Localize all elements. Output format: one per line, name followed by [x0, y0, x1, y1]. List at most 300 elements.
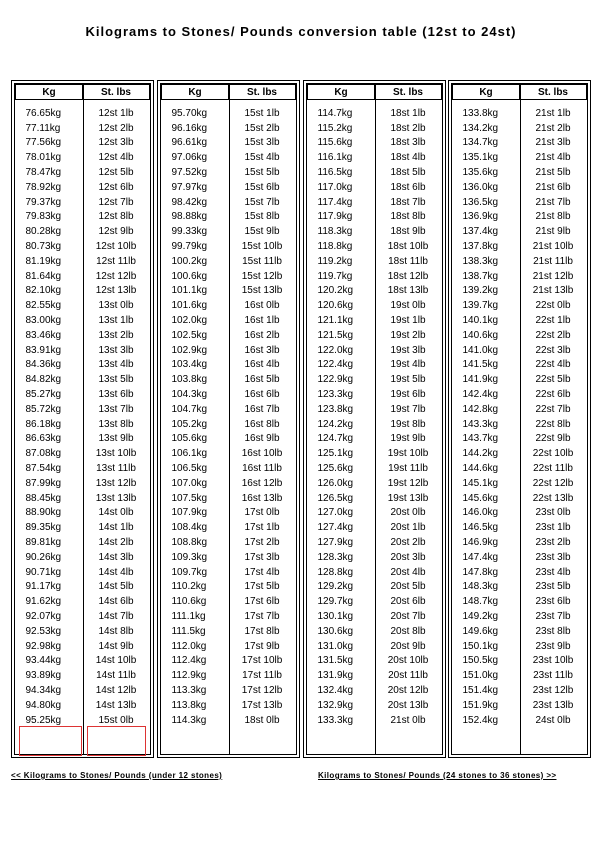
- kg-value: 150.5kg: [462, 655, 499, 667]
- st-lbs-value: 24st 0lb: [535, 714, 571, 726]
- st-lbs-value: 13st 0lb: [98, 300, 134, 312]
- kg-value: 90.71kg: [25, 566, 62, 578]
- kg-value: 114.3kg: [171, 714, 207, 726]
- kg-value: 134.2kg: [462, 122, 499, 134]
- st-lbs-value: 14st 0lb: [98, 507, 134, 519]
- st-lbs-value: 20st 0lb: [390, 507, 426, 519]
- highlight-box-kg: [19, 726, 82, 756]
- st-lbs-value: 17st 12lb: [241, 684, 283, 696]
- st-lbs-value: 14st 1lb: [98, 522, 134, 534]
- st-lbs-value: 18st 3lb: [390, 137, 426, 149]
- st-lbs-value: 14st 8lb: [98, 625, 134, 637]
- st-lbs-value: 12st 8lb: [98, 211, 134, 223]
- st-lbs-value: 16st 11lb: [242, 463, 282, 475]
- kg-value: 120.2kg: [317, 285, 354, 297]
- st-lbs-value: 23st 4lb: [535, 566, 571, 578]
- st-lbs-value: 16st 2lb: [244, 329, 280, 341]
- kg-value: 135.1kg: [462, 152, 499, 164]
- st-lbs-value: 12st 10lb: [95, 241, 137, 253]
- st-lbs-value: 13st 12lb: [95, 477, 137, 489]
- kg-value: 107.0kg: [171, 477, 208, 489]
- kg-value: 124.7kg: [317, 433, 354, 445]
- st-lbs-value: 14st 11lb: [96, 670, 136, 682]
- kg-value: 81.19kg: [25, 255, 62, 267]
- kg-value: 92.98kg: [25, 640, 62, 652]
- kg-value: 89.81kg: [25, 537, 62, 548]
- kg-value: 123.3kg: [317, 389, 354, 401]
- kg-value: 103.4kg: [171, 359, 208, 371]
- kg-value: 92.53kg: [25, 625, 62, 637]
- st-lbs-value: 13st 4lb: [98, 359, 134, 371]
- st-lbs-value: 19st 8lb: [390, 418, 426, 430]
- st-lbs-value: 22st 8lb: [535, 418, 571, 430]
- st-lbs-value: 21st 0lb: [390, 714, 426, 726]
- st-lbs-value: 17st 7lb: [244, 610, 280, 622]
- kg-value: 84.36kg: [25, 359, 62, 371]
- st-lbs-value: 19st 3lb: [390, 344, 426, 356]
- st-lbs-value: 19st 5lb: [390, 374, 426, 386]
- kg-value: 97.52kg: [171, 167, 208, 179]
- st-lbs-value: 16st 9lb: [244, 433, 280, 445]
- kg-value: 81.64kg: [25, 270, 62, 282]
- kg-value: 84.82kg: [25, 374, 62, 386]
- st-lbs-value: 21st 5lb: [535, 167, 571, 179]
- st-lbs-value: 14st 5lb: [98, 581, 134, 593]
- kg-value: 87.99kg: [25, 477, 62, 489]
- st-lbs-value: 12st 1lb: [98, 107, 134, 119]
- st-lbs-value: 13st 6lb: [98, 389, 134, 401]
- kg-value: 148.3kg: [462, 581, 499, 593]
- kg-value: 93.89kg: [25, 670, 62, 682]
- column-divider: [375, 84, 376, 754]
- st-lbs-value: 23st 13lb: [532, 699, 574, 711]
- kg-value: 133.3kg: [317, 714, 354, 726]
- st-lbs-value: 18st 6lb: [390, 181, 426, 193]
- st-lbs-value: 19st 1lb: [390, 315, 426, 327]
- kg-value: 144.6kg: [462, 463, 499, 475]
- st-lbs-value: 17st 5lb: [244, 581, 280, 593]
- conversion-table-panel: [11, 80, 154, 758]
- page-title: Kilograms to Stones/ Pounds conversion table (12st to 24st): [85, 24, 517, 39]
- st-lbs-value: 16st 5lb: [244, 374, 280, 386]
- kg-value: 113.3kg: [171, 684, 207, 696]
- st-lbs-value: 16st 12lb: [241, 477, 283, 489]
- st-lbs-value: 18st 10lb: [387, 241, 429, 253]
- kg-value: 149.6kg: [462, 625, 499, 637]
- st-lbs-value: 22st 9lb: [535, 433, 571, 445]
- kg-value: 117.9kg: [317, 211, 353, 223]
- column-divider: [520, 84, 521, 754]
- st-lbs-value: 13st 1lb: [98, 315, 134, 327]
- kg-value: 116.5kg: [317, 167, 353, 179]
- st-lbs-value: 16st 0lb: [244, 300, 280, 312]
- kg-value: 102.0kg: [171, 315, 208, 327]
- conversion-table-panel: [448, 80, 591, 758]
- st-lbs-value: 17st 10lb: [241, 655, 283, 667]
- kg-value: 86.18kg: [25, 418, 62, 430]
- st-lbs-value: 23st 9lb: [535, 640, 571, 652]
- st-lbs-value: 23st 11lb: [533, 670, 573, 682]
- kg-value: 80.73kg: [25, 241, 62, 253]
- kg-value: 112.9kg: [171, 670, 207, 682]
- kg-value: 104.3kg: [171, 389, 208, 401]
- st-lbs-value: 20st 5lb: [390, 581, 426, 593]
- kg-value: 115.6kg: [317, 137, 353, 149]
- st-lbs-value: 17st 4lb: [244, 566, 280, 578]
- kg-value: 146.9kg: [462, 537, 499, 548]
- conversion-table-panel: [303, 80, 446, 758]
- st-lbs-value: 15st 10lb: [241, 241, 283, 253]
- kg-header: Kg: [453, 85, 520, 100]
- next-table-link[interactable]: Kilograms to Stones/ Pounds (24 stones to 36 stones) >>: [318, 771, 557, 780]
- st-lbs-header: St. lbs: [83, 85, 150, 100]
- st-lbs-value: 18st 9lb: [390, 226, 426, 238]
- kg-value: 98.42kg: [171, 196, 208, 208]
- st-lbs-value: 17st 1lb: [244, 522, 280, 534]
- kg-value: 109.7kg: [171, 566, 208, 578]
- kg-value: 77.11kg: [25, 122, 61, 134]
- st-lbs-value: 18st 12lb: [387, 270, 429, 282]
- st-lbs-value: 20st 6lb: [390, 596, 426, 608]
- st-lbs-value: 16st 4lb: [244, 359, 280, 371]
- kg-value: 120.6kg: [317, 300, 354, 312]
- kg-value: 102.9kg: [171, 344, 208, 356]
- kg-value: 142.4kg: [462, 389, 499, 401]
- st-lbs-value: 17st 8lb: [244, 625, 280, 637]
- kg-value: 105.6kg: [171, 433, 208, 445]
- st-lbs-value: 22st 11lb: [533, 463, 573, 475]
- st-lbs-value: 19st 9lb: [390, 433, 426, 445]
- kg-value: 131.5kg: [317, 655, 354, 667]
- st-lbs-value: 13st 5lb: [98, 374, 134, 386]
- kg-value: 147.4kg: [462, 551, 499, 563]
- st-lbs-value: 14st 6lb: [98, 596, 134, 608]
- kg-value: 88.90kg: [25, 507, 62, 519]
- kg-value: 149.2kg: [462, 610, 499, 622]
- kg-value: 106.1kg: [171, 448, 208, 460]
- st-lbs-value: 20st 13lb: [387, 699, 429, 711]
- st-lbs-value: 21st 11lb: [533, 255, 573, 267]
- kg-value: 94.80kg: [25, 699, 62, 711]
- kg-value: 119.2kg: [317, 255, 353, 267]
- st-lbs-value: 18st 7lb: [390, 196, 426, 208]
- kg-value: 117.0kg: [317, 181, 353, 193]
- st-lbs-value: 12st 11lb: [96, 255, 136, 267]
- kg-value: 124.2kg: [317, 418, 354, 430]
- kg-value: 126.0kg: [317, 477, 354, 489]
- st-lbs-value: 20st 9lb: [390, 640, 426, 652]
- kg-value: 108.8kg: [171, 537, 208, 548]
- kg-value: 129.7kg: [317, 596, 354, 608]
- kg-value: 146.0kg: [462, 507, 499, 519]
- st-lbs-value: 18st 4lb: [390, 152, 426, 164]
- st-lbs-value: 20st 12lb: [387, 684, 429, 696]
- st-lbs-value: 13st 7lb: [98, 403, 134, 415]
- kg-value: 141.0kg: [462, 344, 499, 356]
- kg-value: 130.6kg: [317, 625, 354, 637]
- kg-value: 150.1kg: [462, 640, 499, 652]
- kg-value: 102.5kg: [171, 329, 208, 341]
- st-lbs-value: 15st 11lb: [242, 255, 282, 267]
- st-lbs-value: 23st 5lb: [535, 581, 571, 593]
- kg-value: 145.6kg: [462, 492, 499, 504]
- st-lbs-value: 21st 6lb: [535, 181, 571, 193]
- kg-value: 136.0kg: [462, 181, 499, 193]
- kg-value: 152.4kg: [462, 714, 499, 726]
- kg-value: 134.7kg: [462, 137, 499, 149]
- st-lbs-value: 23st 7lb: [535, 610, 571, 622]
- st-lbs-value: 17st 3lb: [244, 551, 280, 563]
- kg-value: 78.47kg: [25, 167, 62, 179]
- st-lbs-value: 12st 13lb: [95, 285, 137, 297]
- st-lbs-value: 21st 2lb: [535, 122, 571, 134]
- kg-value: 135.6kg: [462, 167, 499, 179]
- kg-value: 112.0kg: [171, 640, 207, 652]
- st-lbs-value: 12st 4lb: [98, 152, 134, 164]
- st-lbs-value: 15st 13lb: [241, 285, 283, 297]
- st-lbs-value: 20st 3lb: [390, 551, 426, 563]
- kg-value: 148.7kg: [462, 596, 499, 608]
- kg-value: 95.70kg: [171, 107, 208, 119]
- kg-value: 82.55kg: [25, 300, 62, 312]
- kg-value: 90.26kg: [25, 551, 62, 563]
- kg-header: Kg: [162, 85, 229, 100]
- prev-table-link[interactable]: << Kilograms to Stones/ Pounds (under 12 stones): [11, 771, 223, 780]
- kg-value: 139.2kg: [462, 285, 499, 297]
- st-lbs-value: 20st 4lb: [390, 566, 426, 578]
- kg-value: 143.7kg: [462, 433, 499, 445]
- st-lbs-value: 14st 12lb: [95, 684, 137, 696]
- st-lbs-value: 14st 13lb: [95, 699, 137, 711]
- kg-value: 101.6kg: [171, 300, 208, 312]
- kg-value: 83.46kg: [25, 329, 62, 341]
- st-lbs-value: 21st 3lb: [535, 137, 571, 149]
- kg-value: 142.8kg: [462, 403, 499, 415]
- kg-value: 128.3kg: [317, 551, 354, 563]
- st-lbs-value: 12st 9lb: [98, 226, 134, 238]
- column-divider: [83, 84, 84, 754]
- st-lbs-value: 19st 7lb: [390, 403, 426, 415]
- kg-value: 107.5kg: [171, 492, 208, 504]
- st-lbs-value: 19st 13lb: [387, 492, 429, 504]
- kg-value: 89.35kg: [25, 522, 62, 534]
- kg-value: 80.28kg: [25, 226, 62, 238]
- kg-value: 137.8kg: [462, 241, 499, 253]
- st-lbs-value: 22st 10lb: [532, 448, 574, 460]
- st-lbs-value: 15st 5lb: [244, 167, 280, 179]
- st-lbs-value: 16st 13lb: [241, 492, 283, 504]
- kg-value: 86.63kg: [25, 433, 62, 445]
- st-lbs-header: St. lbs: [520, 85, 587, 100]
- st-lbs-value: 22st 6lb: [535, 389, 571, 401]
- kg-value: 83.91kg: [25, 344, 62, 356]
- kg-header: Kg: [16, 85, 83, 100]
- kg-value: 137.4kg: [462, 226, 499, 238]
- kg-value: 108.4kg: [171, 522, 208, 534]
- st-lbs-value: 17st 0lb: [244, 507, 280, 519]
- st-lbs-value: 16st 6lb: [244, 389, 280, 401]
- kg-value: 118.8kg: [317, 241, 353, 253]
- st-lbs-value: 12st 3lb: [98, 137, 134, 149]
- st-lbs-value: 22st 1lb: [535, 315, 571, 327]
- kg-value: 127.4kg: [317, 522, 354, 534]
- st-lbs-value: 18st 1lb: [390, 107, 426, 119]
- kg-value: 85.72kg: [25, 403, 62, 415]
- kg-value: 87.08kg: [25, 448, 62, 460]
- st-lbs-value: 12st 7lb: [98, 196, 134, 208]
- st-lbs-value: 14st 10lb: [95, 655, 137, 667]
- kg-value: 111.1kg: [171, 610, 206, 622]
- kg-value: 139.7kg: [462, 300, 499, 312]
- kg-value: 138.7kg: [462, 270, 499, 282]
- st-lbs-value: 21st 12lb: [532, 270, 574, 282]
- st-lbs-value: 15st 1lb: [244, 107, 280, 119]
- st-lbs-value: 12st 5lb: [98, 167, 134, 179]
- st-lbs-value: 22st 4lb: [535, 359, 571, 371]
- st-lbs-value: 15st 9lb: [244, 226, 280, 238]
- st-lbs-value: 23st 8lb: [535, 625, 571, 637]
- kg-value: 116.1kg: [317, 152, 353, 164]
- kg-value: 125.1kg: [317, 448, 354, 460]
- kg-value: 88.45kg: [25, 492, 62, 504]
- st-lbs-value: 21st 1lb: [535, 107, 571, 119]
- st-lbs-value: 14st 3lb: [98, 551, 134, 563]
- kg-value: 132.4kg: [317, 684, 354, 696]
- st-lbs-value: 23st 6lb: [535, 596, 571, 608]
- kg-value: 121.1kg: [317, 315, 354, 327]
- st-lbs-value: 18st 13lb: [387, 285, 429, 297]
- st-lbs-value: 13st 13lb: [95, 492, 137, 504]
- st-lbs-value: 22st 5lb: [535, 374, 571, 386]
- kg-value: 115.2kg: [317, 122, 353, 134]
- st-lbs-value: 17st 11lb: [242, 670, 282, 682]
- kg-value: 107.9kg: [171, 507, 208, 519]
- st-lbs-value: 20st 11lb: [388, 670, 428, 682]
- st-lbs-value: 13st 3lb: [98, 344, 134, 356]
- st-lbs-value: 13st 2lb: [98, 329, 134, 341]
- st-lbs-value: 12st 6lb: [98, 181, 134, 193]
- kg-value: 130.1kg: [317, 610, 354, 622]
- kg-value: 79.37kg: [25, 196, 62, 208]
- kg-value: 131.0kg: [317, 640, 354, 652]
- st-lbs-value: 13st 11lb: [96, 463, 136, 475]
- st-lbs-value: 22st 2lb: [535, 329, 571, 341]
- kg-value: 145.1kg: [462, 477, 499, 489]
- st-lbs-value: 21st 7lb: [535, 196, 571, 208]
- st-lbs-value: 13st 10lb: [95, 448, 137, 460]
- st-lbs-value: 19st 2lb: [390, 329, 426, 341]
- st-lbs-header: St. lbs: [229, 85, 296, 100]
- kg-value: 136.9kg: [462, 211, 499, 223]
- kg-value: 99.33kg: [171, 226, 208, 238]
- st-lbs-value: 17st 13lb: [241, 699, 283, 711]
- st-lbs-value: 21st 10lb: [532, 241, 574, 253]
- kg-value: 151.4kg: [462, 684, 499, 696]
- kg-value: 103.8kg: [171, 374, 208, 386]
- st-lbs-value: 16st 1lb: [244, 315, 280, 327]
- st-lbs-header: St. lbs: [375, 85, 442, 100]
- column-divider: [229, 84, 230, 754]
- kg-value: 87.54kg: [25, 463, 62, 475]
- st-lbs-value: 15st 2lb: [244, 122, 280, 134]
- kg-value: 96.61kg: [171, 137, 208, 149]
- kg-value: 100.6kg: [171, 270, 208, 282]
- st-lbs-value: 12st 12lb: [95, 270, 137, 282]
- st-lbs-value: 19st 6lb: [390, 389, 426, 401]
- st-lbs-value: 23st 2lb: [535, 537, 571, 548]
- kg-value: 151.9kg: [462, 699, 499, 711]
- st-lbs-value: 13st 8lb: [98, 418, 134, 430]
- st-lbs-value: 19st 4lb: [390, 359, 426, 371]
- st-lbs-value: 22st 7lb: [535, 403, 571, 415]
- kg-value: 85.27kg: [25, 389, 62, 401]
- kg-value: 129.2kg: [317, 581, 354, 593]
- kg-value: 106.5kg: [171, 463, 208, 475]
- st-lbs-value: 21st 4lb: [535, 152, 571, 164]
- kg-value: 110.2kg: [171, 581, 207, 593]
- st-lbs-value: 22st 13lb: [532, 492, 574, 504]
- kg-value: 128.8kg: [317, 566, 354, 578]
- st-lbs-value: 16st 3lb: [244, 344, 280, 356]
- st-lbs-value: 23st 3lb: [535, 551, 571, 563]
- kg-value: 140.6kg: [462, 329, 499, 341]
- kg-value: 114.7kg: [317, 107, 353, 119]
- kg-value: 143.3kg: [462, 418, 499, 430]
- highlight-box-stlbs: [87, 726, 146, 756]
- st-lbs-value: 23st 1lb: [535, 522, 571, 534]
- kg-value: 123.8kg: [317, 403, 354, 415]
- kg-value: 146.5kg: [462, 522, 499, 534]
- kg-value: 83.00kg: [25, 315, 62, 327]
- kg-value: 122.9kg: [317, 374, 354, 386]
- kg-value: 111.5kg: [171, 625, 206, 637]
- st-lbs-value: 15st 0lb: [98, 714, 134, 726]
- st-lbs-value: 22st 3lb: [535, 344, 571, 356]
- st-lbs-value: 22st 0lb: [535, 300, 571, 312]
- kg-value: 100.2kg: [171, 255, 208, 267]
- kg-value: 140.1kg: [462, 315, 499, 327]
- st-lbs-value: 14st 9lb: [98, 640, 134, 652]
- kg-value: 101.1kg: [171, 285, 208, 297]
- kg-value: 82.10kg: [25, 285, 62, 297]
- conversion-table-panel: [157, 80, 300, 758]
- kg-value: 91.17kg: [25, 581, 62, 593]
- st-lbs-value: 20st 2lb: [390, 537, 426, 548]
- st-lbs-value: 16st 8lb: [244, 418, 280, 430]
- kg-value: 96.16kg: [171, 122, 208, 134]
- kg-value: 95.25kg: [25, 714, 62, 726]
- kg-header: Kg: [308, 85, 375, 100]
- st-lbs-value: 13st 9lb: [98, 433, 134, 445]
- kg-value: 138.3kg: [462, 255, 499, 267]
- st-lbs-value: 18st 5lb: [390, 167, 426, 179]
- st-lbs-value: 23st 0lb: [535, 507, 571, 519]
- st-lbs-value: 16st 7lb: [244, 403, 280, 415]
- kg-value: 151.0kg: [462, 670, 499, 682]
- st-lbs-value: 18st 0lb: [244, 714, 280, 726]
- st-lbs-value: 16st 10lb: [241, 448, 283, 460]
- kg-value: 109.3kg: [171, 551, 208, 563]
- kg-value: 127.0kg: [317, 507, 354, 519]
- kg-value: 78.01kg: [25, 152, 62, 164]
- kg-value: 127.9kg: [317, 537, 354, 548]
- kg-value: 93.44kg: [25, 655, 62, 667]
- kg-value: 117.4kg: [317, 196, 353, 208]
- kg-value: 112.4kg: [171, 655, 207, 667]
- st-lbs-value: 17st 2lb: [244, 537, 280, 548]
- st-lbs-value: 15st 4lb: [244, 152, 280, 164]
- st-lbs-value: 23st 12lb: [532, 684, 574, 696]
